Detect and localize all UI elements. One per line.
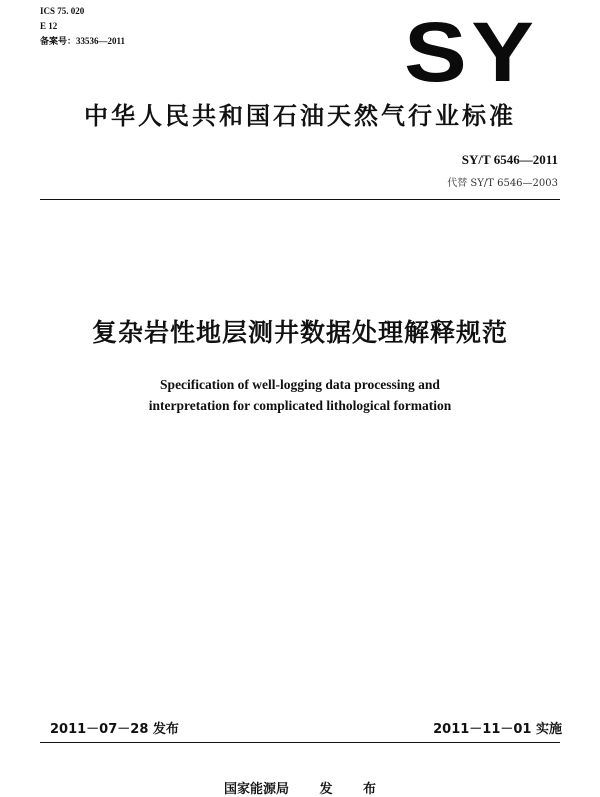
english-title-line-1: Specification of well-logging data processing and [160, 377, 440, 392]
publisher: 国家能源局 发 布 [223, 782, 377, 797]
standard-number: SY/T 6546—2011 [461, 152, 558, 167]
sy-logo: SY [404, 5, 539, 99]
chinese-title: 复杂岩性地层测井数据处理解释规范 [91, 318, 508, 347]
ics-code: ICS 75. 020 [40, 6, 85, 16]
replaces-standard: 代替 SY/T 6546—2003 [447, 178, 558, 189]
top-divider [40, 199, 560, 200]
issue-date: 2011－07－28 发布 [50, 722, 179, 737]
document-codes [40, 4, 125, 49]
english-title [0, 374, 600, 416]
implementation-date: 2011－11－01 实施 [433, 722, 562, 737]
filing-number: 备案号：33536—2011 [40, 36, 126, 46]
bottom-divider [40, 742, 560, 743]
english-title-line-2: interpretation for complicated lithological formation [148, 398, 452, 413]
ccs-code: E 12 [40, 21, 58, 31]
industry-standard-title: 中华人民共和国石油天然气行业标准 [84, 102, 516, 130]
